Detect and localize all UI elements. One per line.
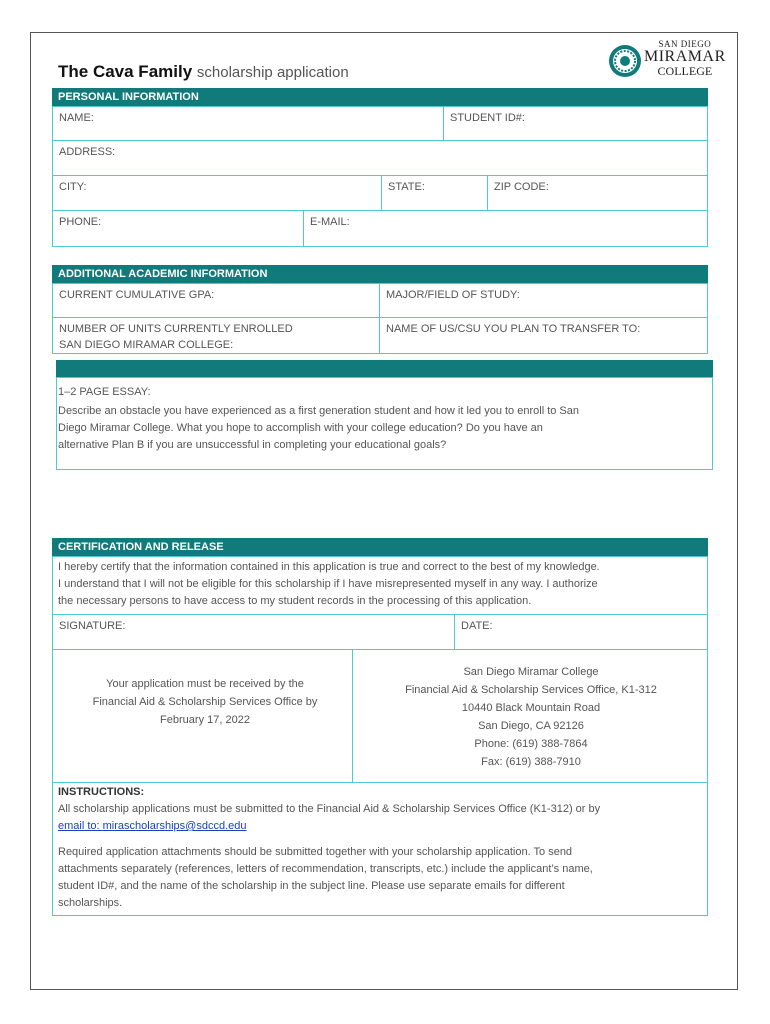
name-field[interactable] (52, 106, 444, 141)
office-fax: Fax: (619) 388-7910 (481, 756, 581, 768)
essay-text (58, 384, 708, 454)
city-label: CITY: (59, 181, 87, 193)
cert-line1: I hereby certify that the information contained in this application is true and correct to the best of my knowledge. (58, 561, 600, 573)
personal-info-heading: PERSONAL INFORMATION (52, 88, 708, 106)
address-field[interactable] (52, 140, 708, 176)
office-line1: San Diego Miramar College (463, 666, 599, 678)
phone-label: PHONE: (59, 216, 102, 228)
office-address (356, 663, 706, 771)
instructions-p2-line2: attachments separately (references, letters of recommendation, transcripts, etc.) include the applicant’s name, (58, 863, 593, 875)
email-field[interactable] (303, 210, 708, 247)
units-label-line1: NUMBER OF UNITS CURRENTLY ENROLLED (59, 323, 293, 335)
logo-line3: COLLEGE (657, 64, 713, 78)
zip-field[interactable] (487, 175, 708, 211)
office-phone: Phone: (619) 388-7864 (474, 738, 588, 750)
major-label: MAJOR/FIELD OF STUDY: (386, 289, 520, 301)
cert-line2: I understand that I will not be eligible for this scholarship if I have misrepresented myself in any way. I authorize (58, 578, 598, 590)
essay-heading-bar (56, 360, 713, 378)
seal-icon (608, 44, 642, 78)
deadline-line1: Your application must be received by the (106, 678, 304, 690)
student-id-field[interactable] (443, 106, 708, 141)
office-line3: 10440 Black Mountain Road (461, 702, 601, 714)
units-label-line2: SAN DIEGO MIRAMAR COLLEGE: (59, 339, 234, 351)
instructions-p2-line3: student ID#, and the name of the scholarship in the subject line. Please use separate emails for different (58, 880, 565, 892)
major-field[interactable] (379, 283, 708, 318)
city-field[interactable] (52, 175, 382, 211)
instructions-p2-line4: scholarships. (58, 897, 123, 909)
office-line4: San Diego, CA 92126 (478, 720, 584, 732)
instructions-text (58, 784, 706, 912)
deadline-line2: Financial Aid & Scholarship Services Office by (92, 696, 318, 708)
signature-label: SIGNATURE: (59, 620, 126, 632)
essay-label: 1–2 PAGE ESSAY: (58, 386, 151, 398)
zip-label: ZIP CODE: (494, 181, 549, 193)
cert-line3: the necessary persons to have access to my student records in the processing of this application. (58, 595, 532, 607)
certification-heading: CERTIFICATION AND RELEASE (52, 538, 708, 556)
college-logo (608, 39, 726, 80)
instructions-heading: INSTRUCTIONS: (58, 786, 145, 798)
deadline-date: February 17, 2022 (160, 714, 250, 726)
state-field[interactable] (381, 175, 488, 211)
phone-field[interactable] (52, 210, 304, 247)
date-label: DATE: (461, 620, 493, 632)
email-link-prefix[interactable]: email to: (58, 820, 103, 832)
title-light: scholarship application (196, 64, 349, 81)
deadline-notice (60, 675, 350, 729)
address-label: ADDRESS: (59, 146, 116, 158)
state-label: STATE: (388, 181, 425, 193)
gpa-field[interactable] (52, 283, 380, 318)
transfer-school-field[interactable] (379, 317, 708, 354)
units-enrolled-field[interactable] (52, 317, 380, 354)
email-label: E-MAIL: (310, 216, 350, 228)
essay-prompt-line3: alternative Plan B if you are unsuccessful in completing your educational goals? (58, 439, 447, 451)
logo-wordmark (644, 40, 726, 77)
instructions-p1-line2 (58, 818, 706, 835)
signature-field[interactable] (52, 614, 455, 650)
logo-line1: SAN DIEGO (658, 39, 712, 49)
transfer-label: NAME OF US/CSU YOU PLAN TO TRANSFER TO: (386, 323, 641, 335)
logo-line2: MIRAMAR (644, 48, 726, 65)
essay-prompt-line2: Diego Miramar College. What you hope to accomplish with your college education? Do you have an (58, 422, 543, 434)
essay-prompt-line1: Describe an obstacle you have experienced as a first generation student and how it led you to enroll to San (58, 405, 579, 417)
student-id-label: STUDENT ID#: (450, 112, 525, 124)
office-line2: Financial Aid & Scholarship Services Office, K1-312 (405, 684, 657, 696)
certification-text (58, 559, 706, 610)
name-label: NAME: (59, 112, 94, 124)
gpa-label: CURRENT CUMULATIVE GPA: (59, 289, 215, 301)
date-field[interactable] (454, 614, 708, 650)
instructions-p2-line1: Required application attachments should be submitted together with your scholarship application. To send (58, 846, 573, 858)
academic-info-heading: ADDITIONAL ACADEMIC INFORMATION (52, 265, 708, 283)
instructions-p1-line1: All scholarship applications must be submitted to the Financial Aid & Scholarship Services Office (K1-312) or by (58, 803, 601, 815)
title-bold: The Cava Family (58, 62, 193, 81)
form-title (58, 62, 349, 82)
scholarship-email-link[interactable]: mirascholarships@sdccd.edu (102, 820, 247, 832)
